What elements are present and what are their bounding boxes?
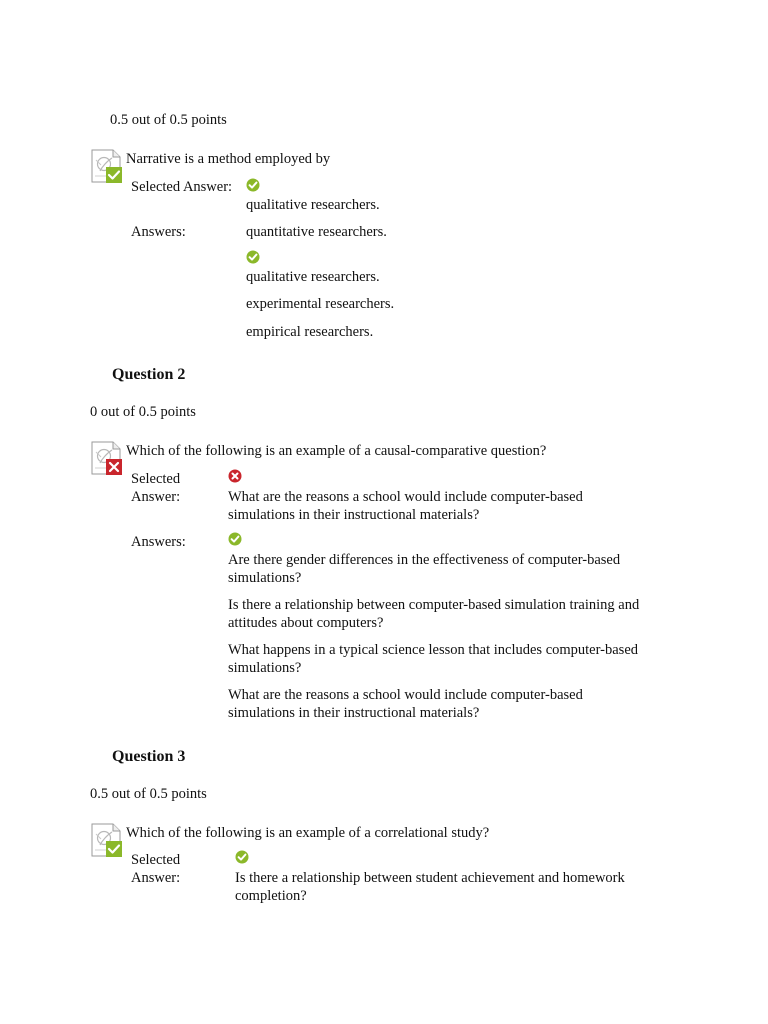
q3-selected-answer: Is there a relationship between student achievement and homework <box>235 870 625 886</box>
q2-answer-option-correct: simulations? <box>228 570 302 586</box>
q1-selected-answer-label: Selected Answer: <box>131 179 233 195</box>
q2-answer-option: What happens in a typical science lesson that includes computer-based <box>228 642 639 658</box>
q1-answers-label: Answers: <box>131 224 186 240</box>
q3-title: Question 3 <box>112 748 186 765</box>
q2-points: 0 out of 0.5 points <box>90 404 196 420</box>
q2-selected-label: Selected <box>131 471 181 487</box>
q1-answer-option: quantitative researchers. <box>246 224 387 240</box>
checkmark-icon <box>246 178 260 192</box>
checkmark-icon <box>235 850 249 864</box>
q3-selected-label: Selected <box>131 852 181 868</box>
q1-answer-option-correct: qualitative researchers. <box>246 269 380 285</box>
q3-points: 0.5 out of 0.5 points <box>90 786 207 802</box>
q2-answer-option: simulations in their instructional materials? <box>228 705 480 721</box>
q3-selected-label: Answer: <box>131 870 181 886</box>
q2-answer-option: simulations? <box>228 660 302 676</box>
q2-answer-option: attitudes about computers? <box>228 615 384 631</box>
q2-answers-label: Answers: <box>131 534 186 550</box>
checkmark-icon <box>228 532 242 546</box>
q2-answer-option: Is there a relationship between computer-based simulation training and <box>228 597 640 613</box>
checkmark-icon <box>246 250 260 264</box>
q2-question-text: Which of the following is an example of a causal-comparative question? <box>126 443 547 459</box>
q1-points: 0.5 out of 0.5 points <box>110 112 227 128</box>
q2-selected-answer: What are the reasons a school would include computer-based <box>228 489 583 505</box>
q3-selected-answer: completion? <box>235 888 307 904</box>
question-correct-icon <box>90 823 122 857</box>
q2-selected-answer: simulations in their instructional materials? <box>228 507 480 523</box>
q3-question-text: Which of the following is an example of a correlational study? <box>126 825 490 841</box>
q2-answer-option-correct: Are there gender differences in the effectiveness of computer-based <box>228 552 621 568</box>
q2-title: Question 2 <box>112 366 186 383</box>
q2-answer-option: What are the reasons a school would include computer-based <box>228 687 583 703</box>
x-mark-icon <box>228 469 242 483</box>
q1-question-text: Narrative is a method employed by <box>126 151 331 167</box>
question-incorrect-icon <box>90 441 122 475</box>
q1-answer-option: experimental researchers. <box>246 296 395 312</box>
q2-selected-label: Answer: <box>131 489 181 505</box>
q1-selected-answer: qualitative researchers. <box>246 197 380 213</box>
question-correct-icon <box>90 149 122 183</box>
q1-answer-option: empirical researchers. <box>246 324 374 340</box>
